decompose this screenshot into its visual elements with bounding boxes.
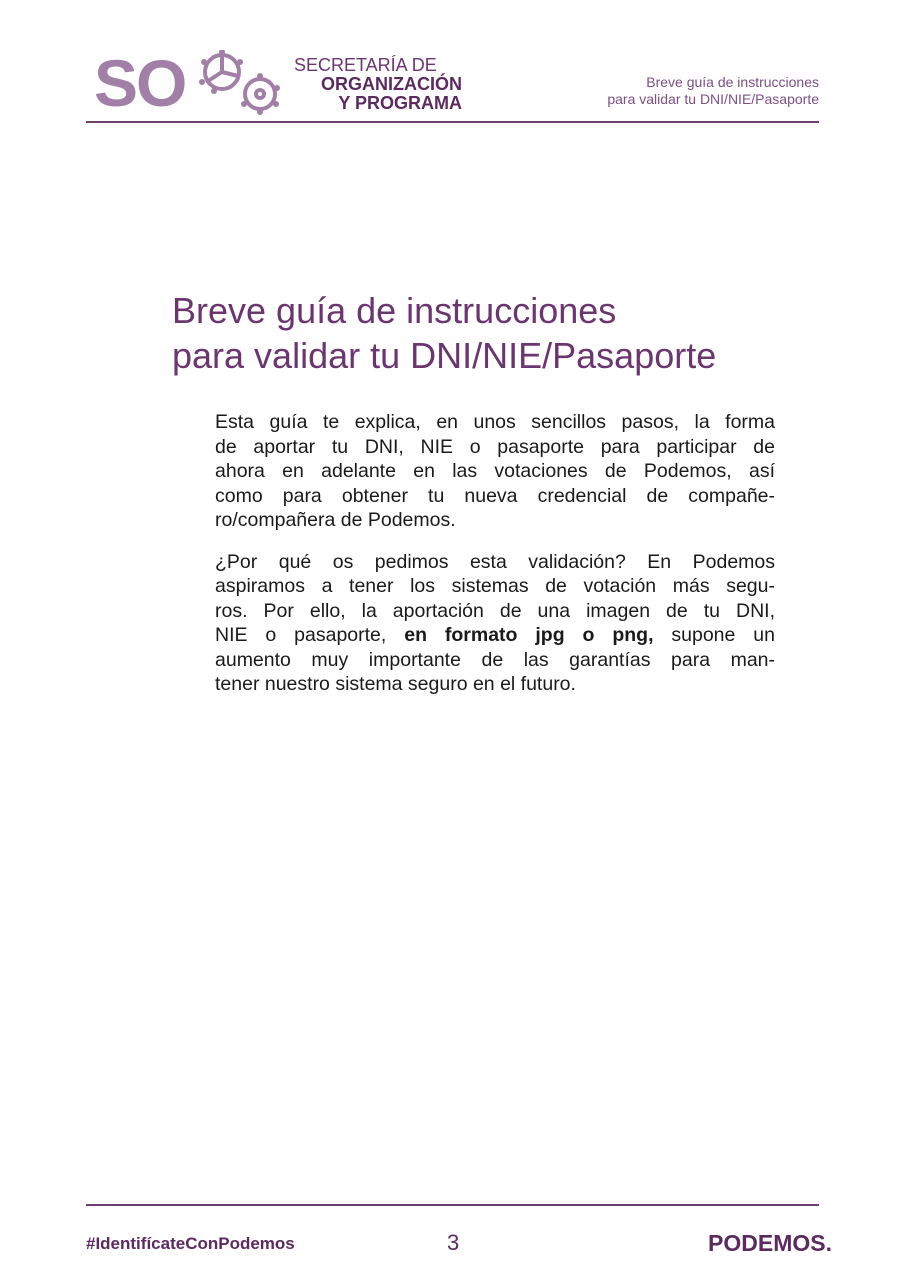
logo-line: SECRETARÍA DE	[294, 55, 437, 75]
text-line: como para obtener tu nueva credencial de compañe-	[215, 484, 775, 507]
running-title	[607, 74, 819, 108]
text-line	[215, 623, 775, 648]
text-line: ro/compañera de Podemos.	[215, 509, 456, 531]
footer-divider	[86, 1204, 819, 1206]
running-title-line: para validar tu DNI/NIE/Pasaporte	[607, 91, 819, 107]
text-line: ahora en adelante en las votaciones de Podemos, así	[215, 460, 775, 482]
text-segment: NIE o pasaporte,	[215, 624, 405, 646]
text-line: tener nuestro sistema seguro en el futuro.	[215, 673, 576, 695]
page-number: 3	[447, 1230, 460, 1255]
paragraph	[215, 550, 775, 697]
text-line: aumento muy importante de las garantías para man-	[215, 648, 775, 671]
text-line: Esta guía te explica, en unos sencillos pasos, la forma	[215, 411, 775, 433]
emphasis-text: en formato jpg o png,	[404, 624, 654, 646]
header-divider	[86, 121, 819, 123]
logo-line: ORGANIZACIÓN	[321, 74, 462, 94]
logo-letters: SO	[94, 46, 186, 120]
title-line: para validar tu DNI/NIE/Pasaporte	[172, 335, 717, 376]
text-line: aspiramos a tener los sistemas de votación más segu-	[215, 575, 775, 597]
text-line: ros. Por ello, la aportación de una imagen de tu DNI,	[215, 599, 775, 622]
paragraph	[215, 410, 775, 533]
text-segment: supone un	[653, 624, 775, 646]
page-title	[172, 288, 716, 378]
gears-icon	[198, 50, 284, 116]
logo-line: Y PROGRAMA	[338, 93, 462, 113]
text-line: de aportar tu DNI, NIE o pasaporte para participar de	[215, 435, 775, 458]
footer-hashtag: #IdentifícateConPodemos	[86, 1234, 295, 1253]
title-line: Breve guía de instrucciones	[172, 290, 617, 331]
body-text	[215, 410, 775, 714]
running-title-line: Breve guía de instrucciones	[646, 74, 819, 90]
text-line: ¿Por qué os pedimos esta validación? En Podemos	[215, 550, 775, 573]
logo-text	[294, 56, 462, 113]
brand-logo: PODEMOS.	[708, 1230, 832, 1256]
